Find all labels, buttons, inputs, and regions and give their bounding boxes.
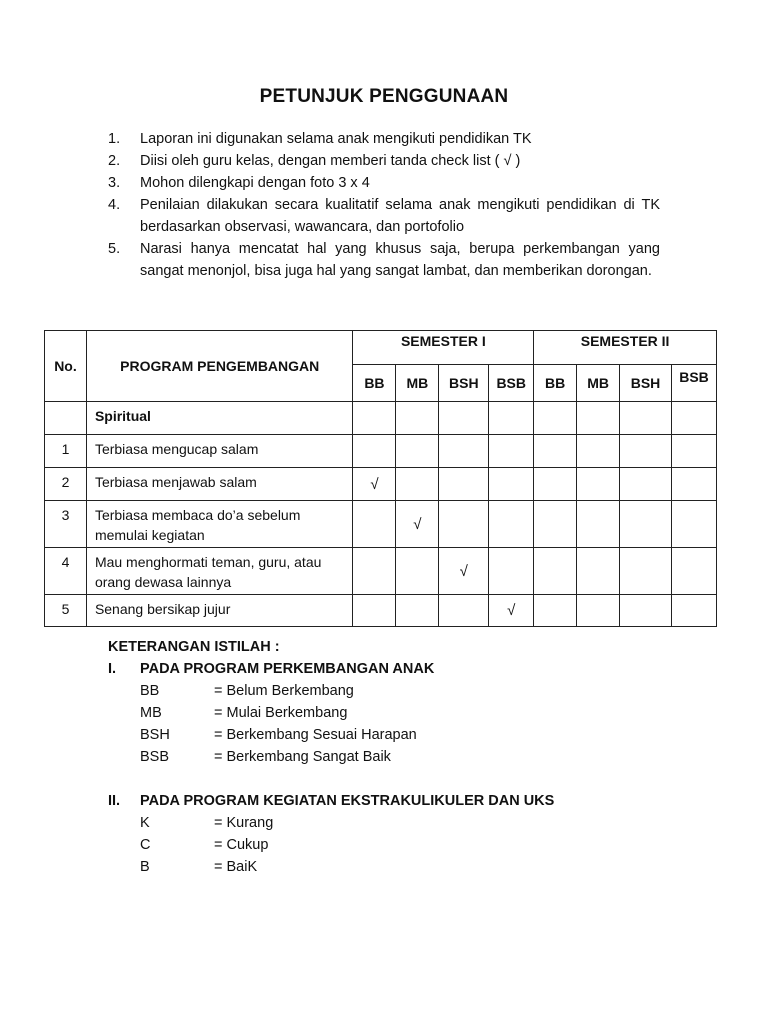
table-cell (620, 468, 672, 501)
term-key: BB (140, 683, 160, 699)
item-number: 5. (108, 241, 121, 257)
table-cell (620, 402, 672, 435)
table-cell (396, 595, 439, 627)
table-cell (620, 435, 672, 468)
table-cell (534, 468, 577, 501)
program-name: Terbiasa menjawab salam (86, 468, 353, 501)
row-number: 5 (45, 595, 87, 627)
item-text: Laporan ini digunakan selama anak mengikuti pendidikan TK (140, 131, 532, 147)
item-number: 2. (108, 153, 121, 169)
program-name: Terbiasa mengucap salam (86, 435, 353, 468)
term-key: K (140, 815, 150, 831)
semester-1-header: SEMESTER I (353, 331, 534, 365)
table-cell (489, 468, 534, 501)
term-value: = Kurang (214, 815, 274, 831)
check-mark-cell: √ (489, 595, 534, 627)
table-cell (577, 435, 620, 468)
term-value: = BaiK (214, 859, 258, 875)
check-mark-cell: √ (353, 468, 396, 501)
no-header: No. (45, 331, 87, 402)
table-cell (577, 468, 620, 501)
table-header-row (45, 331, 717, 365)
table-cell (353, 501, 396, 548)
table-cell (534, 595, 577, 627)
table-cell (534, 548, 577, 595)
table-cell (534, 402, 577, 435)
legend-term (108, 834, 668, 856)
table-cell (671, 468, 716, 501)
section-number: I. (108, 661, 117, 677)
term-key: BSH (140, 727, 170, 743)
row-number: 3 (45, 501, 87, 548)
sub-header: BSB (671, 365, 716, 402)
legend (108, 636, 668, 878)
table-cell (439, 468, 489, 501)
table-row (45, 435, 717, 468)
table-row (45, 468, 717, 501)
table-cell (353, 548, 396, 595)
section-title: PADA PROGRAM PERKEMBANGAN ANAK (140, 661, 435, 677)
legend-term (108, 856, 668, 878)
table-cell (489, 548, 534, 595)
table-cell (396, 548, 439, 595)
item-text: Narasi hanya mencatat hal yang khusus saja, berupa perkembangan yang sangat menonjol, bisa juga hal yang sangat lambat, dan memberikan dorongan. (140, 241, 660, 279)
table-row (45, 548, 717, 595)
table-cell (489, 402, 534, 435)
legend-section-title (108, 658, 668, 680)
table-cell (534, 435, 577, 468)
table-cell (439, 435, 489, 468)
item-text: Penilaian dilakukan secara kualitatif selama anak mengikuti pendidikan di TK berdasarkan observasi, wawancara, dan portofolio (140, 197, 660, 235)
program-header: PROGRAM PENGEMBANGAN (86, 331, 353, 402)
term-key: C (140, 837, 151, 853)
semester-2-header: SEMESTER II (534, 331, 717, 365)
program-name: Terbiasa membaca do’a sebelum memulai kegiatan (86, 501, 353, 548)
table-cell (396, 468, 439, 501)
table-cell (489, 435, 534, 468)
term-value: = Berkembang Sesuai Harapan (214, 727, 417, 743)
table-cell (577, 501, 620, 548)
table-cell (577, 595, 620, 627)
table-cell (353, 435, 396, 468)
sub-header: MB (396, 365, 439, 402)
row-number: 1 (45, 435, 87, 468)
section-title: PADA PROGRAM KEGIATAN EKSTRAKULIKULER DAN UKS (140, 793, 555, 809)
table-cell (671, 435, 716, 468)
term-key: BSB (140, 749, 170, 765)
table-cell (671, 595, 716, 627)
list-item (108, 150, 660, 172)
table-cell (620, 501, 672, 548)
instruction-list (108, 128, 660, 282)
row-number: 4 (45, 548, 87, 595)
row-number: 2 (45, 468, 87, 501)
term-key: B (140, 859, 150, 875)
item-number: 3. (108, 175, 121, 191)
legend-term (108, 812, 668, 834)
legend-term (108, 746, 668, 768)
term-value: = Belum Berkembang (214, 683, 354, 699)
table-cell (396, 402, 439, 435)
table-cell (577, 548, 620, 595)
table-row (45, 595, 717, 627)
item-text: Diisi oleh guru kelas, dengan memberi tanda check list ( √ ) (140, 153, 521, 169)
program-name: Mau menghormati teman, guru, atau orang dewasa lainnya (86, 548, 353, 595)
sub-header: BB (534, 365, 577, 402)
sub-header: BSH (439, 365, 489, 402)
legend-section-title (108, 790, 668, 812)
table-cell (353, 402, 396, 435)
category-label: Spiritual (86, 402, 353, 435)
term-value: = Berkembang Sangat Baik (214, 749, 391, 765)
table-cell (671, 402, 716, 435)
legend-term (108, 702, 668, 724)
item-number: 4. (108, 197, 121, 213)
table-cell (489, 501, 534, 548)
table-cell (671, 548, 716, 595)
table-row (45, 501, 717, 548)
table-cell (45, 402, 87, 435)
legend-term (108, 680, 668, 702)
list-item (108, 128, 660, 150)
sub-header: BSH (620, 365, 672, 402)
table-cell (620, 595, 672, 627)
table-cell (577, 402, 620, 435)
term-value: = Cukup (214, 837, 269, 853)
assessment-table (44, 330, 717, 627)
table-cell (620, 548, 672, 595)
table-cell (439, 595, 489, 627)
list-item (108, 238, 660, 282)
legend-term (108, 724, 668, 746)
program-name: Senang bersikap jujur (86, 595, 353, 627)
check-mark-cell: √ (439, 548, 489, 595)
sub-header: BB (353, 365, 396, 402)
item-number: 1. (108, 131, 121, 147)
page-title: PETUNJUK PENGGUNAAN (259, 86, 509, 107)
check-mark-cell: √ (396, 501, 439, 548)
sub-header: MB (577, 365, 620, 402)
category-row (45, 402, 717, 435)
list-item (108, 172, 660, 194)
item-text: Mohon dilengkapi dengan foto 3 x 4 (140, 175, 370, 191)
table-cell (353, 595, 396, 627)
table-cell (439, 402, 489, 435)
list-item (108, 194, 660, 238)
table-cell (671, 501, 716, 548)
section-number: II. (108, 793, 121, 809)
term-value: = Mulai Berkembang (214, 705, 348, 721)
table-cell (439, 501, 489, 548)
table-cell (396, 435, 439, 468)
term-key: MB (140, 705, 162, 721)
legend-heading: KETERANGAN ISTILAH : (108, 639, 280, 655)
sub-header: BSB (489, 365, 534, 402)
table-cell (534, 501, 577, 548)
